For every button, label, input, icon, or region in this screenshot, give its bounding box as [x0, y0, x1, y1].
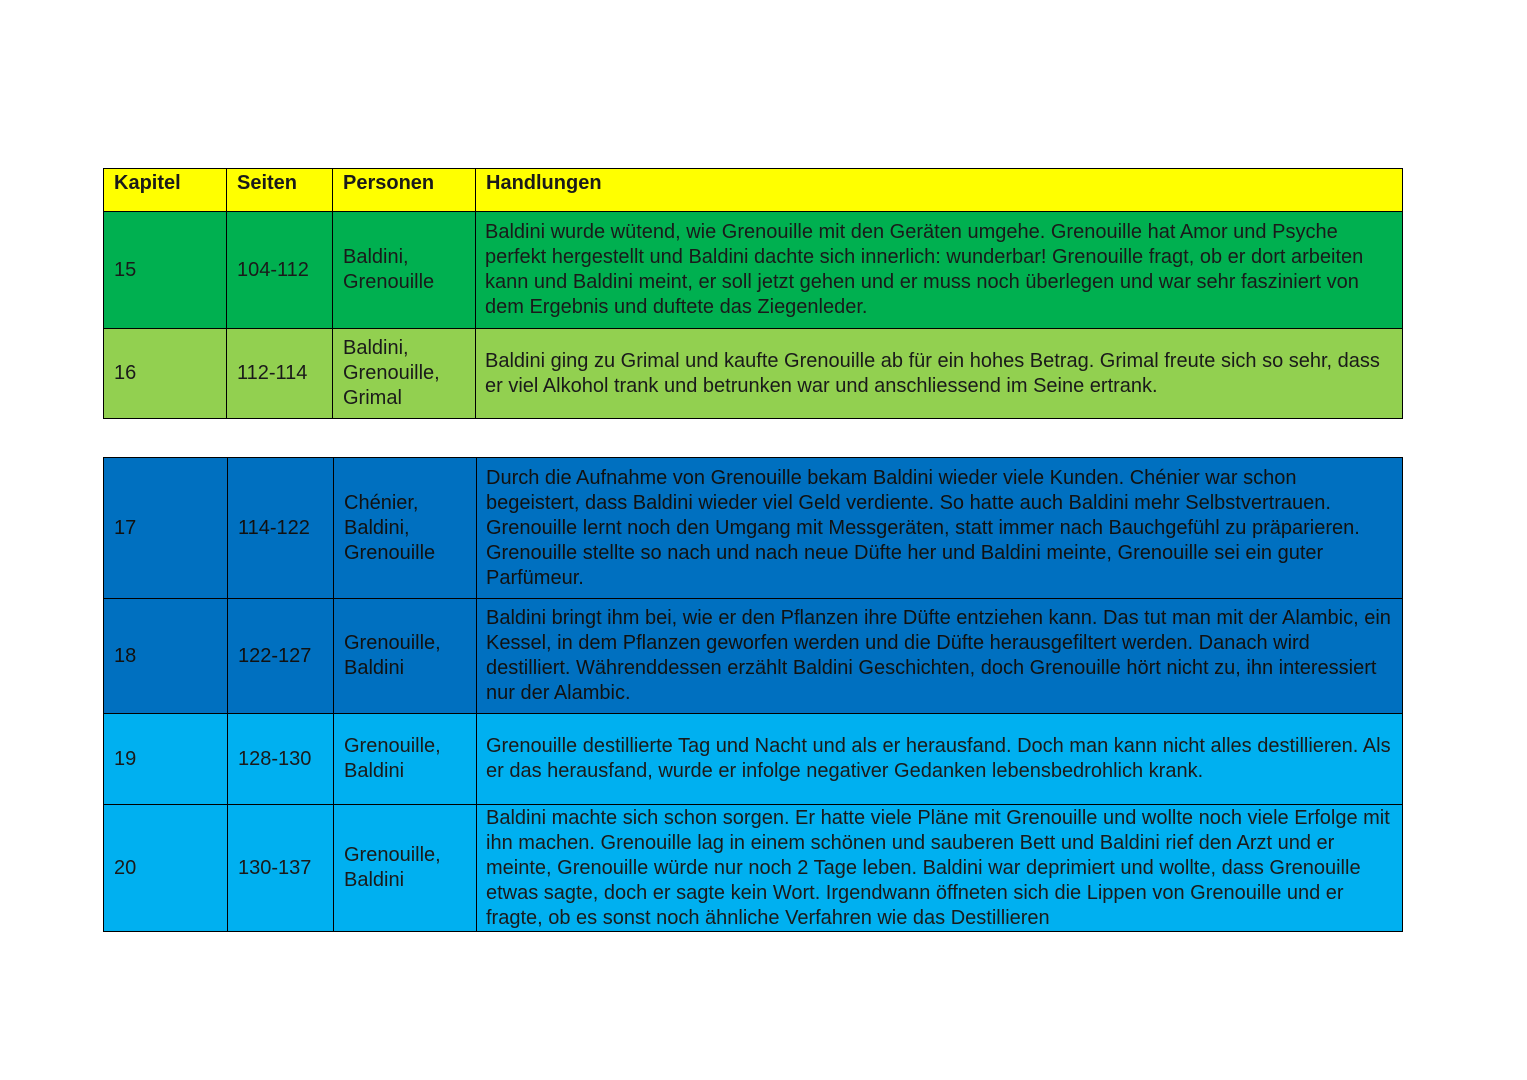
cell-kapitel: 19 [104, 714, 228, 805]
header-personen: Personen [333, 169, 476, 212]
table-row [104, 599, 1403, 714]
cell-personen [333, 212, 476, 329]
cell-kapitel: 20 [104, 805, 228, 932]
person-name: Baldini, [343, 337, 409, 359]
person-name: Grenouille, [344, 844, 441, 866]
person-name: Grenouille, [344, 735, 441, 757]
person-name: Baldini [344, 869, 405, 891]
person-name: Grenouille, [344, 632, 441, 654]
person-name: Grimal [343, 387, 402, 409]
cell-personen [333, 329, 476, 419]
cell-personen [334, 714, 477, 805]
cell-kapitel: 16 [104, 329, 227, 419]
person-name: Baldini [344, 760, 405, 782]
cell-handlungen: Baldini ging zu Grimal und kaufte Grenouille ab für ein hohes Betrag. Grimal freute sich so sehr, dass er viel Alkohol trank und betrunken war und anschliessend im Seine ertrank. [476, 329, 1403, 419]
table-row [104, 458, 1403, 599]
table-row [104, 212, 1403, 329]
cell-seiten: 104-112 [227, 212, 333, 329]
cell-seiten: 130-137 [228, 805, 334, 932]
cell-kapitel: 18 [104, 599, 228, 714]
cell-seiten: 128-130 [228, 714, 334, 805]
person-name: Baldini [344, 657, 405, 679]
cell-handlungen: Baldini machte sich schon sorgen. Er hatte viele Pläne mit Grenouille und wollte noch viele Erfolge mit ihn machen. Grenouille lag in einem schönen und sauberen Bett und Baldini rief den Arzt und er meinte, Grenouille würde nur noch 2 Tage leben. Baldini war deprimiert und wollte, dass Grenouille etwas sagte, doch er sagte kein Wort. Irgendwann öffneten sich die Lippen von Grenouille und er fragte, ob es sonst noch ähnliche Verfahren wie das Destillieren [477, 805, 1403, 932]
header-handlungen: Handlungen [476, 169, 1403, 212]
table-header-row [104, 169, 1403, 212]
cell-personen [334, 805, 477, 932]
table-row [104, 329, 1403, 419]
chapter-table-part-2 [103, 457, 1403, 932]
header-kapitel: Kapitel [104, 169, 227, 212]
cell-kapitel: 15 [104, 212, 227, 329]
cell-handlungen: Grenouille destillierte Tag und Nacht und als er herausfand. Doch man kann nicht alles destillieren. Als er das herausfand, wurde er infolge negativer Gedanken lebensbedrohlich krank. [477, 714, 1403, 805]
cell-handlungen: Durch die Aufnahme von Grenouille bekam Baldini wieder viele Kunden. Chénier war schon begeistert, dass Baldini wieder viel Geld verdiente. So hatte auch Baldini mehr Selbstvertrauen. Grenouille lernt noch den Umgang mit Messgeräten, statt immer nach Bauchgefühl zu präparieren. Grenouille stellte so nach und nach neue Düfte her und Baldini meinte, Grenouille sei ein guter Parfümeur. [477, 458, 1403, 599]
cell-seiten: 114-122 [228, 458, 334, 599]
cell-seiten: 122-127 [228, 599, 334, 714]
table-row [104, 805, 1403, 932]
cell-personen [334, 599, 477, 714]
person-name: Grenouille, [343, 362, 440, 384]
person-name: Grenouille [344, 541, 436, 564]
person-name: Chénier, [344, 491, 419, 514]
chapter-table-part-1 [103, 168, 1403, 419]
cell-handlungen: Baldini bringt ihm bei, wie er den Pflanzen ihre Düfte entziehen kann. Das tut man mit der Alambic, ein Kessel, in dem Pflanzen geworfen werden und die Düfte herausgefiltert werden. Danach wird destilliert. Währenddessen erzählt Baldini Geschichten, doch Grenouille hört nicht zu, ihn interessiert nur der Alambic. [477, 599, 1403, 714]
table-row [104, 714, 1403, 805]
person-name: Baldini, [344, 516, 410, 539]
cell-personen [334, 458, 477, 599]
person-name: Grenouille [343, 271, 435, 293]
cell-seiten: 112-114 [227, 329, 333, 419]
cell-kapitel: 17 [104, 458, 228, 599]
header-seiten: Seiten [227, 169, 333, 212]
person-name: Baldini, [343, 246, 409, 268]
cell-handlungen: Baldini wurde wütend, wie Grenouille mit den Geräten umgehe. Grenouille hat Amor und Psyche perfekt hergestellt und Baldini dachte sich innerlich: wunderbar! Grenouille fragt, ob er dort arbeiten kann und Baldini meint, er soll jetzt gehen und er muss noch überlegen und war sehr fasziniert von dem Ergebnis und duftete das Ziegenleder. [476, 212, 1403, 329]
